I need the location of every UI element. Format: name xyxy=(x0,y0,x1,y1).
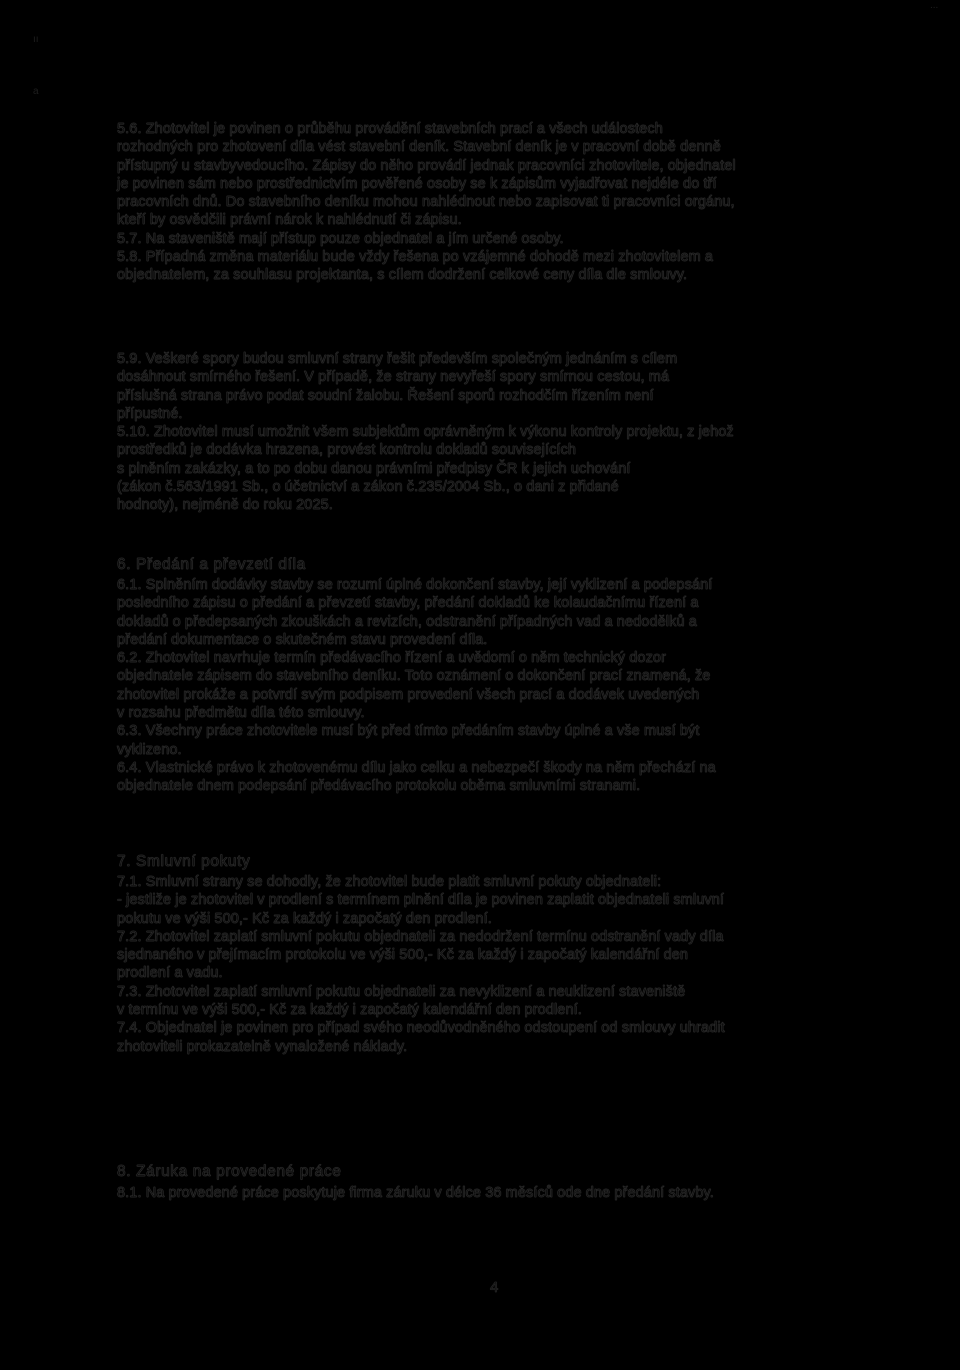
text-line: objednatelem, za souhlasu projektanta, s cílem dodržení celkové ceny díla dle smlouvy. xyxy=(117,267,688,284)
text-line: 6.2. Zhotovitel navrhuje termín předávacího řízení a uvědomí o něm technický dozor xyxy=(117,650,667,667)
text-line: 7.1. Smluvní strany se dohodly, že zhotovitel bude platit smluvní pokuty objednateli: xyxy=(117,874,662,890)
section-7-body xyxy=(117,873,857,1056)
text-line: zhotovitel prokáže a potvrdí svým podpisem provedení všech prací a dodávek uvedených xyxy=(117,686,700,703)
text-line: v rozsahu předmětu díla této smlouvy. xyxy=(117,705,365,722)
section-5-items-5-9-to-5-10 xyxy=(117,350,857,515)
text-line: 7.2. Zhotovitel zaplatí smluvní pokutu objednateli za nedodržení termínu odstranění vady díla xyxy=(117,928,724,945)
text-line: 5.7. Na staveniště mají přístup pouze objednatel a jím určené osoby. xyxy=(117,230,564,247)
text-line: 7.4. Objednatel je povinen pro případ svého neodůvodněného odstoupení od smlouvy uhradit xyxy=(117,1020,725,1037)
text-line: (zákon č.563/1991 Sb., o účetnictví a zákon č.235/2004 Sb., o dani z přidané xyxy=(117,479,619,496)
section-8-heading: 8. Záruka na provedené práce xyxy=(117,1163,342,1180)
text-line: prodlení a vadu. xyxy=(117,965,223,982)
text-line: příslušná strana právo podat soudní žalobu. Řešení sporů rozhodčím řízením není xyxy=(117,387,654,404)
scan-mark-top-left: ıı xyxy=(33,34,39,45)
text-line: předání dokumentace o skutečném stavu provedení díla. xyxy=(117,631,488,648)
scan-mark-second: a xyxy=(33,86,39,97)
text-line: 5.8. Případná změna materiálu bude vždy řešena po vzájemné dohodě mezi zhotovitelem a xyxy=(117,249,714,266)
text-line: 5.9. Veškeré spory budou smluvní strany řešit především společným jednáním s cílem xyxy=(117,351,678,367)
text-line: objednatele zápisem do stavebního deníku. Toto oznámení o dokončení prací znamená, že xyxy=(117,668,711,685)
section-8-body xyxy=(117,1184,857,1202)
text-line: v termínu ve výši 500,- Kč za každý i započatý kalendářní den prodlení. xyxy=(117,1002,582,1019)
text-line: rozhodných pro zhotovení díla vést stavební deník. Stavební deník je v pracovní době denně xyxy=(117,139,721,156)
text-line: je povinen sám nebo prostřednictvím pověřené osoby se k zápisům vyjadřovat nejdéle do tří xyxy=(117,175,717,192)
text-line: - jestliže je zhotovitel v prodlení s termínem plnění díla je povinen zaplatit objednateli smluvní xyxy=(117,892,725,909)
text-line: 7.3. Zhotovitel zaplatí smluvní pokutu objednateli za nevyklizení a neuklizení staveniště xyxy=(117,983,686,1000)
text-line: kteří by osvědčili právní nárok k nahlédnutí či zápisu. xyxy=(117,212,462,229)
text-line: přístupný u stavbyvedoucího. Zápisy do něho provádí jednak pracovníci zhotovitele, objednatel xyxy=(117,157,736,174)
text-line: 5.6. Zhotovitel je povinen o průběhu provádění stavebních prací a všech událostech xyxy=(117,121,663,137)
text-line: pracovních dnů. Do stavebního deníku mohou nahlédnout nebo zapisovat ti pracovníci orgánu, xyxy=(117,194,735,211)
text-line: 8.1. Na provedené práce poskytuje firma záruku v délce 36 měsíců ode dne předání stavby. xyxy=(117,1185,714,1201)
text-line: 6.1. Splněním dodávky stavby se rozumí úplné dokončení stavby, její vyklizení a podepsání xyxy=(117,577,713,593)
text-line: 6.3. Všechny práce zhotovitele musí být před tímto předáním stavby úplné a vše musí být xyxy=(117,723,700,740)
page-number: 4 xyxy=(490,1279,499,1296)
text-line: posledního zápisu o předání a převzetí stavby, předání dokladů ke kolaudačnímu řízení a xyxy=(117,595,699,612)
scan-mark-top-right: ... xyxy=(930,0,939,11)
text-line: 6.4. Vlastnické právo k zhotovenému dílu jako celku a nebezpečí škody na něm přechází na xyxy=(117,759,716,776)
text-line: 5.10. Zhotovitel musí umožnit všem subjektům oprávněným k výkonu kontroly projektu, z jehož xyxy=(117,424,734,441)
text-line: prostředků je dodávka hrazena, provést kontrolu dokladů souvisejících xyxy=(117,442,577,459)
text-line: sjednaného v přejímacím protokolu ve výši 500,- Kč za každý i započatý kalendářní den xyxy=(117,947,689,964)
text-line: pokutu ve výši 500,- Kč za každý i započatý den prodlení. xyxy=(117,910,492,927)
text-line: přípustné. xyxy=(117,405,183,422)
text-line: objednatele dnem podepsání předávacího protokolu oběma smluvními stranami. xyxy=(117,778,641,795)
section-7-heading: 7. Smluvní pokuty xyxy=(117,853,251,870)
text-line: dokladů o předepsaných zkouškách a revizích, odstranění případných vad a nedodělků a xyxy=(117,613,697,630)
text-line: hodnoty), nejméně do roku 2025. xyxy=(117,497,333,514)
text-line: dosáhnout smírného řešení. V případě, že strany nevyřeší spory smírnou cestou, má xyxy=(117,369,670,386)
text-line: zhotoviteli prokazatelně vynaložené náklady. xyxy=(117,1038,408,1055)
text-line: s plněním zakázky, a to po dobu danou právními předpisy ČR k jejich uchování xyxy=(117,460,631,477)
section-6-heading: 6. Předání a převzetí díla xyxy=(117,556,306,573)
text-line: vyklizeno. xyxy=(117,741,182,758)
section-6-body xyxy=(117,576,857,796)
section-5-items-5-6-to-5-8 xyxy=(117,120,857,285)
